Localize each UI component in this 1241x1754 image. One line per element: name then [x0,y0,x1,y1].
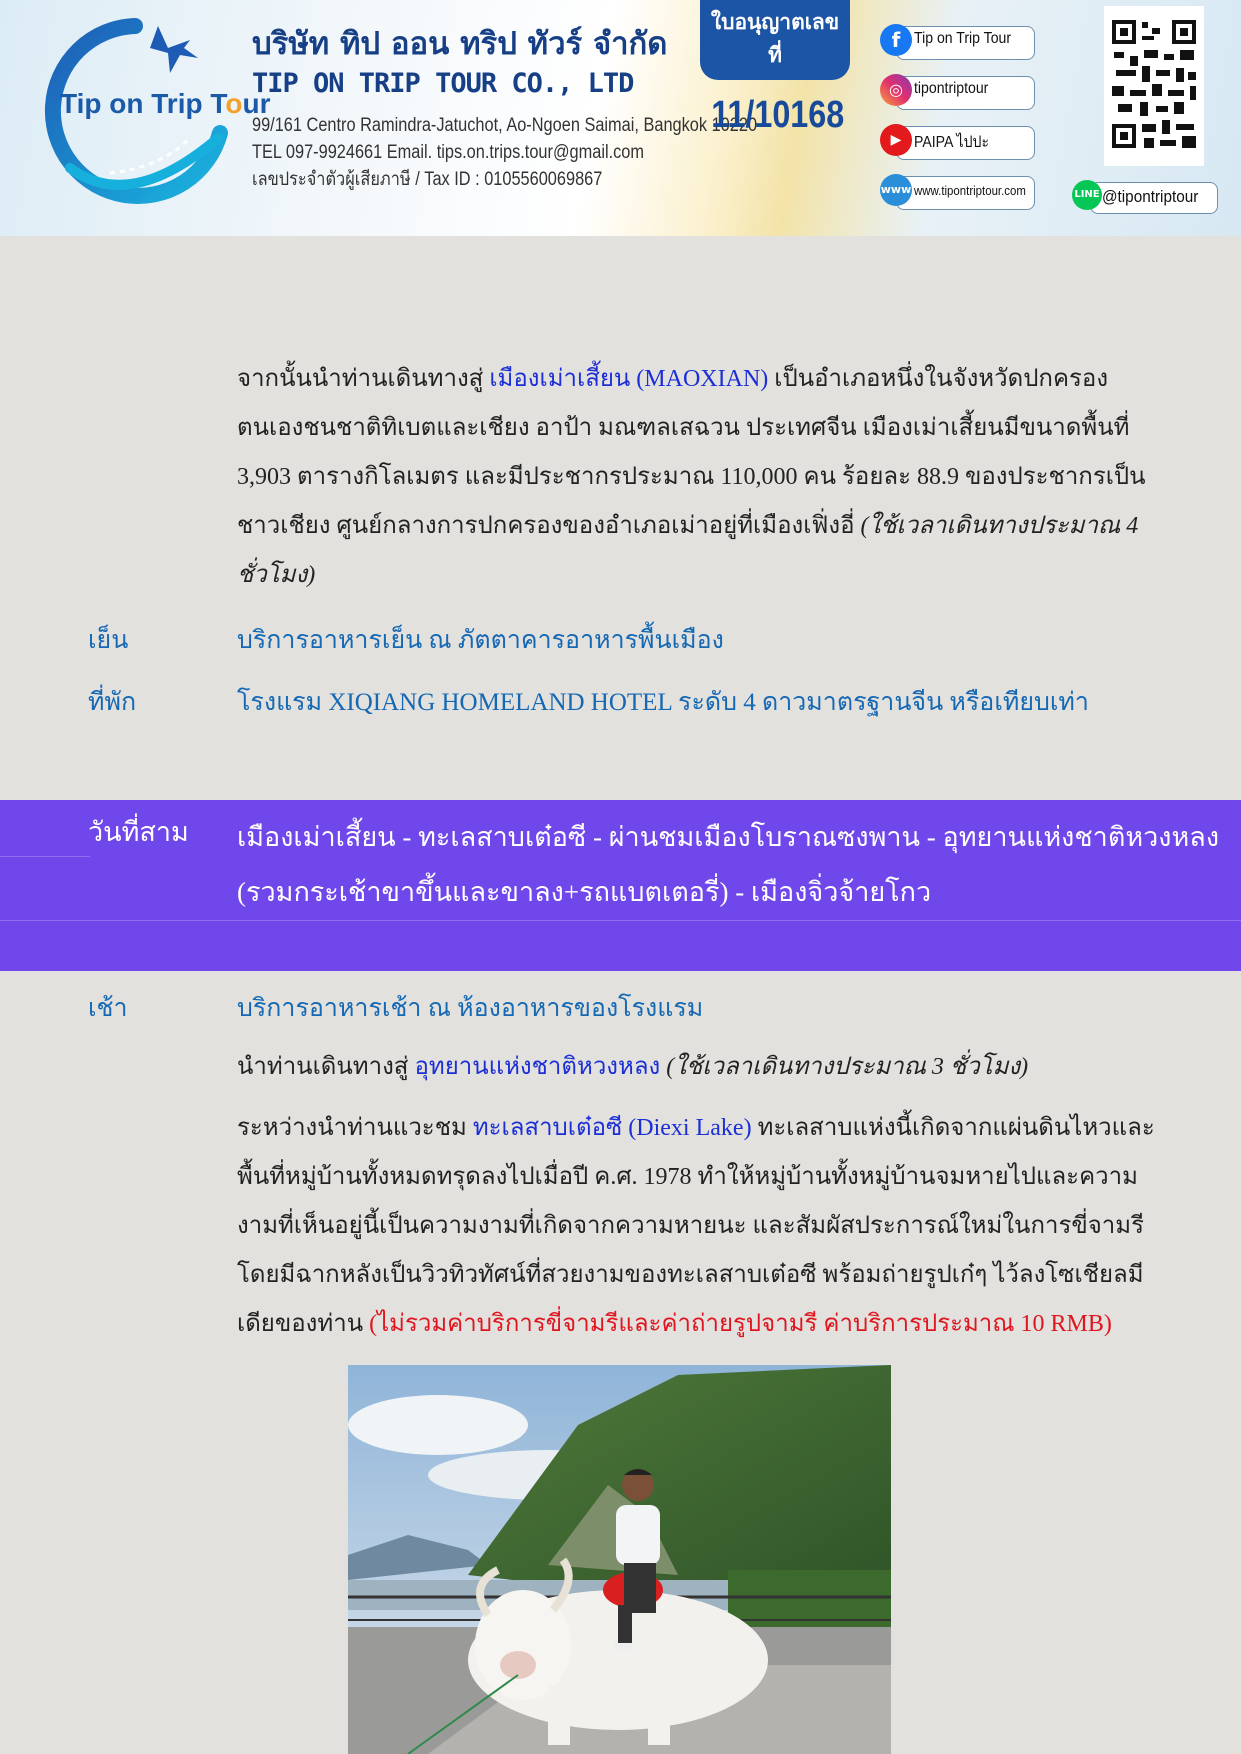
instagram-icon: ◎ [880,74,912,106]
logo-wordmark: Tip on Trip Tour [60,88,271,119]
facebook-link[interactable]: f Tip on Trip Tour [880,24,1036,60]
travel-time-note-2: (ใช้เวลาเดินทางประมาณ 3 ชั่วโมง) [660,1054,1029,1080]
travel-time-note: (ใช้เวลาเดินทางประมาณ 4 ชั่วโมง) [237,513,1139,588]
dinner-text: บริการอาหารเย็น ณ ภัตตาคารอาหารพื้นเมือง [237,627,724,654]
day-three-label: วันที่สาม [88,817,189,847]
line-icon: LINE [1072,180,1102,210]
youtube-icon: ▶ [880,124,912,156]
huanglong-highlight: อุทยานแห่งชาติหวงหลง [414,1054,661,1080]
letterhead [0,0,1241,236]
license-block [700,0,850,137]
website-link[interactable]: www www.tipontriptour.com [880,174,1036,210]
globe-icon: www [880,174,912,206]
hotel-label: ที่พัก [88,689,137,716]
license-label: ใบอนุญาตเลขที่ [700,0,850,80]
company-info [252,24,758,193]
youtube-link[interactable]: ▶ PAIPA ไปปะ [880,124,1036,160]
company-address: 99/161 Centro Ramindra-Jatuchot, Ao-Ngoen Saimai, Bangkok 10220 [252,115,758,136]
day-three-title: เมืองเม่าเสี้ยน - ทะเลสาบเต๋อซี - ผ่านชมเมืองโบราณซงพาน - อุทยานแห่งชาติหวงหลง (รวมกระเช้าขาขึ้นและขาลง+รถแบตเตอรี่) - เมืองจิ่วจ้ายโกว [237,822,1220,907]
company-contact: TEL 097-9924661 Email. tips.on.trips.tour@gmail.com [252,142,644,163]
maoxian-paragraph: จากนั้นนำท่านเดินทางสู่ เมืองเม่าเสี้ยน (MAOXIAN) เป็นอำเภอหนึ่งในจังหวัดปกครองตนเองชนชาติทิเบตและเชียง อาป้า มณฑลเสฉวน ประเทศจีน เมืองเม่าเสี้ยนมีขนาดพื้นที่ 3,903 ตารางกิโลเมตร และมีประชากรประมาณ 110,000 คน ร้อยละ 88.9 ของประชากรเป็นชาวเชียง ศูนย์กลางการปกครองของอำเภอเม่าอยู่ที่เมืองเฟิ่งอี่ (ใช้เวลาเดินทางประมาณ 4 ชั่วโมง) [237,366,1146,588]
diexi-paragraph: ระหว่างนำท่านแวะชม ทะเลสาบเต๋อซี (Diexi Lake) ทะเลสาบแห่งนี้เกิดจากแผ่นดินไหวและพื้นที่หมู่บ้านทั้งหมดทรุดลงไปเมื่อปี ค.ศ. 1978 ทำให้หมู่บ้านทั้งหมู่บ้านจมหายไปและความงามที่เห็นอยู่นี้เป็นความงามที่เกิดจากความหายนะ และสัมผัสประการณ์ใหม่ในการขี่จามรีโดยมีฉากหลังเป็นวิวทิวทัศน์ที่สวยงามของทะเลสาบเต๋อซี พร้อมถ่ายรูปเก๋ๆ ไว้ลงโซเชียลมีเดียของท่าน (ไม่รวมค่าบริการขี่จามรีและค่าถ่ายรูปจามรี ค่าบริการประมาณ 10 RMB) [237,1115,1155,1337]
breakfast-label: เช้า [88,995,128,1022]
diexi-highlight: ทะเลสาบเต๋อซี (Diexi Lake) [472,1115,752,1141]
company-name-english: TIP ON TRIP TOUR CO., LTD [252,68,634,99]
dinner-label: เย็น [88,627,129,654]
breakfast-text: บริการอาหารเช้า ณ ห้องอาหารของโรงแรม [237,995,704,1022]
instagram-link[interactable]: ◎ tipontriptour [880,74,1036,110]
company-tax-id: เลขประจำตัวผู้เสียภาษี / Tax ID : 0105560069867 [252,169,603,190]
qr-code [1104,6,1204,166]
company-logo [40,18,271,203]
day-three-banner [0,800,1241,971]
license-number: 11/10168 [711,94,845,136]
hotel-text: โรงแรม XIQIANG HOMELAND HOTEL ระดับ 4 ดาวมาตรฐานจีน หรือเทียบเท่า [237,689,1089,716]
maoxian-highlight: เมืองเม่าเสี้ยน (MAOXIAN) [489,366,769,392]
yak-fee-note: (ไม่รวมค่าบริการขี่จามรีและค่าถ่ายรูปจามรี ค่าบริการประมาณ 10 RMB) [369,1311,1112,1337]
company-name-thai: บริษัท ทิป ออน ทริป ทัวร์ จำกัด [252,26,668,62]
social-links [880,24,1036,224]
line-link[interactable]: LINE @tipontriptour [1072,178,1218,218]
airplane-icon [150,26,198,73]
yak-ride-photo [348,1365,891,1754]
huanglong-paragraph: นำท่านเดินทางสู่ อุทยานแห่งชาติหวงหลง (ใช้เวลาเดินทางประมาณ 3 ชั่วโมง) [237,1054,1029,1080]
facebook-icon: f [880,24,912,56]
